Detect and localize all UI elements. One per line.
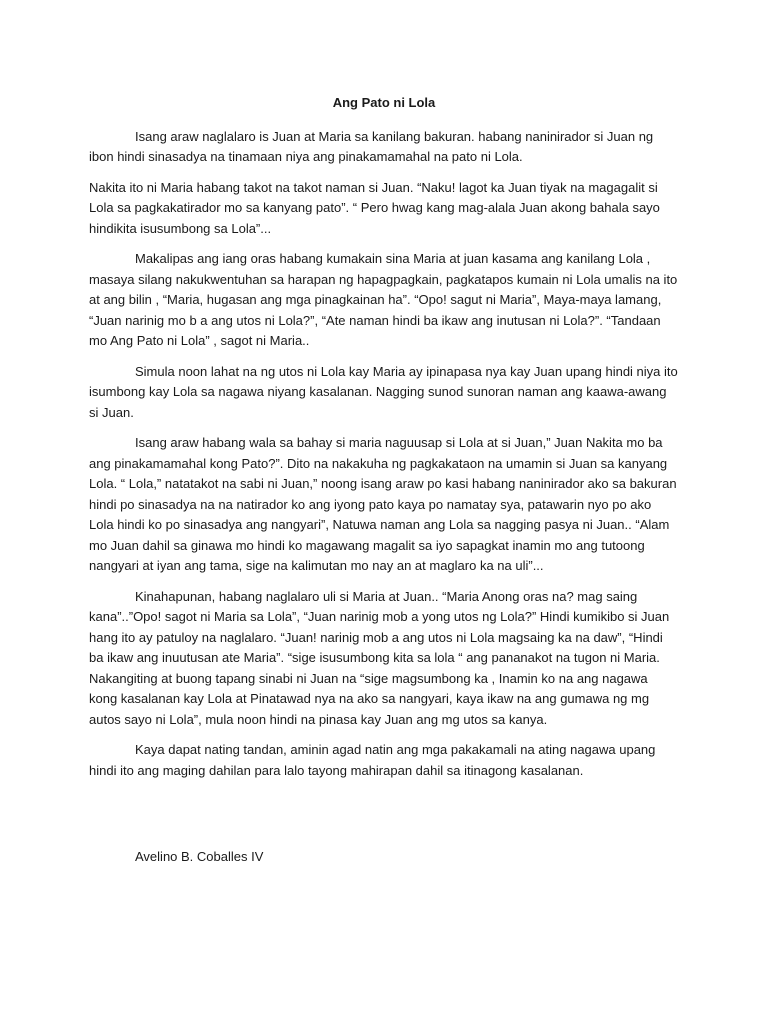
author-name: Avelino B. Coballes IV: [135, 849, 264, 864]
paragraph-4: Simula noon lahat na ng utos ni Lola kay Maria ay ipinapasa nya kay Juan upang hindi niya ito isumbong kay Lola sa nagawa niyang kasalanan. Nagging sunod sunoran naman ang kaawa-awang si Juan.: [89, 363, 678, 420]
paragraph-1: Isang araw naglalaro is Juan at Maria sa kanilang bakuran. habang naninirador si Juan ng ibon hindi sinasadya na tinamaan niya ang pinakamamahal na pato ni Lola.: [89, 128, 654, 164]
paragraph-6: Kinahapunan, habang naglalaro uli si Maria at Juan.. “Maria Anong oras na? mag saing kana”..”Opo! sagot ni Maria sa Lola”, “Juan narinig mob a yong utos ng Lola?” Hindi kumikibo si Juan hang ito ay patuloy na naglalaro. “Juan! narinig mob a ang utos ni Lola magsaing ka na daw”, “Hindi ba ikaw ang inuutusan ate Maria”. “sige isusumbong kita sa lola “ ang pananakot na tugon ni Maria. Nakangiting at buong tapang sinabi ni Juan na “sige magsumbong ka , Inamin ko na ang nagawa kong kasalanan kay Lola at Pinatawad nya na ako sa nangyari, kaya ikaw na ang gumawa ng mg autos sayo ni Lola”, mula noon hindi na pinasa kay Juan ang mg utos sa kanya.: [89, 588, 670, 727]
document-title: Ang Pato ni Lola: [332, 95, 436, 110]
paragraph-2: Nakita ito ni Maria habang takot na takot naman si Juan. “Naku! lagot ka Juan tiyak na magagalit si Lola sa pagkakatirador mo sa kanyang pato”. “ Pero hwag kang mag-alala Juan akong bahala sayo hindikita isusumbong sa Lola”...: [89, 179, 660, 236]
paragraph-7: Kaya dapat nating tandan, aminin agad natin ang mga pakakamali na ating nagawa upang hindi ito ang maging dahilan para lalo tayong mahirapan dahil sa itinagong kasalanan.: [89, 742, 656, 778]
paragraph-3: Makalipas ang iang oras habang kumakain sina Maria at juan kasama ang kanilang Lola , masaya silang nakukwentuhan sa harapan ng hapagpagkain, pagkatapos kumain ni Lola umalis na ito at ang bilin , “Maria, hugasan ang mga pinagkainan ha”. “Opo! sagut ni Maria”, Maya-maya lamang, “Juan narinig mo b a ang utos ni Lola?”, “Ate naman hindi ba ikaw ang inutusan ni Lola?”. “Tandaan mo Ang Pato ni Lola” , sagot ni Maria..: [89, 251, 678, 348]
document-body: [89, 93, 679, 868]
paragraph-5: Isang araw habang wala sa bahay si maria naguusap si Lola at si Juan,” Juan Nakita mo ba ang pinakamamahal kong Pato?”. Dito na nakakuha ng pagkakataon na umamin si Juan sa kanyang Lola. “ Lola,” natatakot na sabi ni Juan,” noong isang araw po kasi habang naninirador ako sa bakuran hindi po sinasadya na na natirador ko ang iyong pato kaya po namatay sya, patawarin nyo po ako Lola hindi ko po sinasadya ang nangyari”, Natuwa naman ang Lola sa nagging pasya ni Juan.. “Alam mo Juan dahil sa ginawa mo hindi ko magawang magalit sa iyo sapagkat inamin mo ang tutoong nangyari at iyan ang tama, sige na kalimutan mo nay an at maglaro ka na uli”...: [89, 435, 677, 573]
